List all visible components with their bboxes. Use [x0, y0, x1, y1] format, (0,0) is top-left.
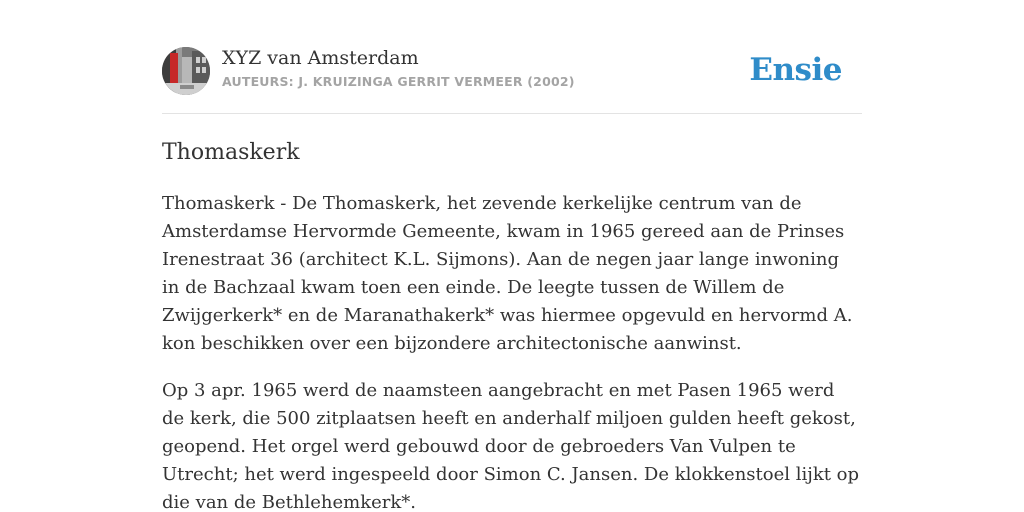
article-content — [162, 190, 862, 512]
book-authors: AUTEURS: J. KRUIZINGA GERRIT VERMEER (2002) — [222, 74, 575, 89]
article-paragraph: Thomaskerk - De Thomaskerk, het zevende kerkelijke centrum van de Amsterdamse Hervormde Gemeente, kwam in 1965 gereed aan de Prinses Irenestraat 36 (architect K.L. Sijmons). Aan de negen jaar lange inwoning in de Bachzaal kwam toen een einde. De leegte tussen de Willem de Zwijgerkerk* en de Maranathakerk* was hiermee opgevuld en hervormd A. kon beschikken over een bijzondere architectonische aanwinst. — [162, 193, 853, 354]
book-title[interactable]: XYZ van Amsterdam — [222, 47, 419, 69]
article-paragraph: Op 3 apr. 1965 werd de naamsteen aangebracht en met Pasen 1965 werd de kerk, die 500 zitplaatsen heeft en anderhalf miljoen gulden heeft gekost, geopend. Het orgel werd gebouwd door de gebroeders Van Vulpen te Utrecht; het werd ingespeeld door Simon C. Jansen. De klokkenstoel lijkt op die van de Bethlehemkerk*. — [162, 380, 860, 512]
book-header — [162, 46, 862, 96]
ensie-logo[interactable]: Ensie — [749, 52, 842, 88]
header-divider — [162, 113, 862, 114]
article-title: Thomaskerk — [162, 140, 300, 165]
book-cover-image — [162, 47, 210, 95]
book-cover-avatar[interactable] — [162, 47, 210, 95]
